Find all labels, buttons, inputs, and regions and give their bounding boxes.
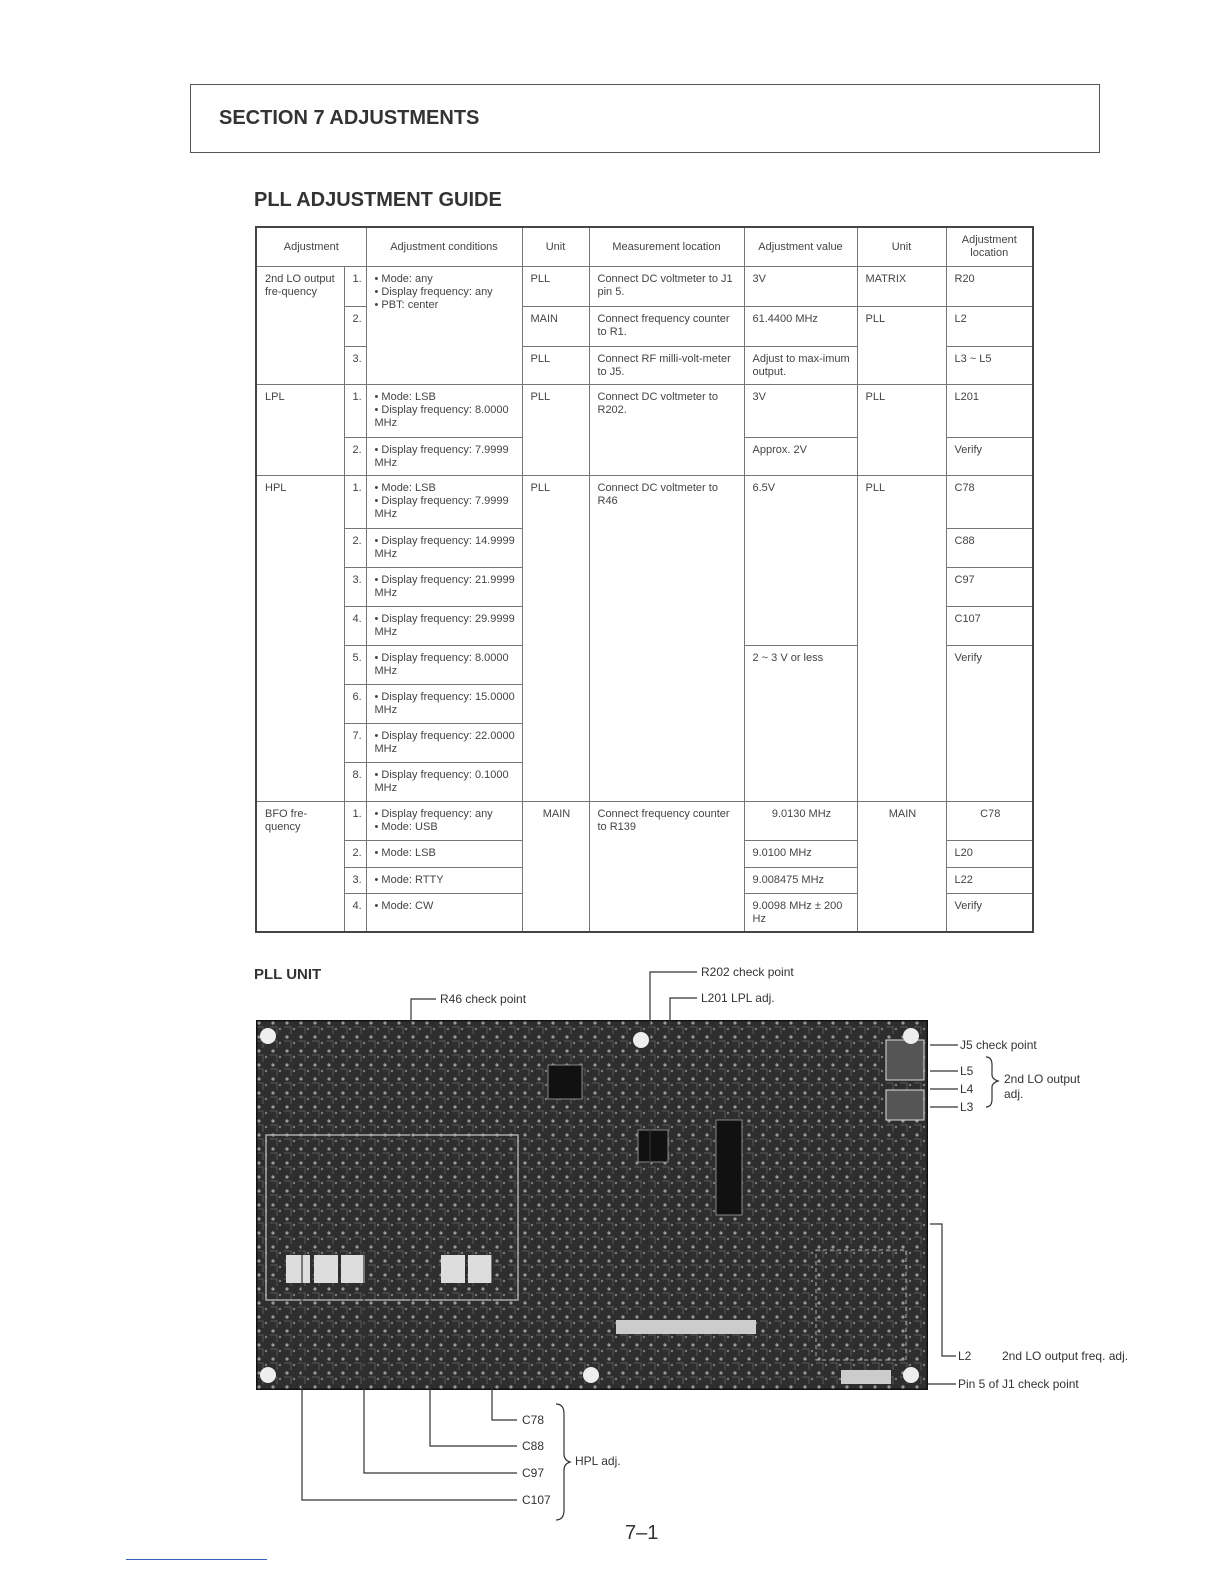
value-cell: 6.5V xyxy=(744,476,857,646)
pll-unit-title: PLL UNIT xyxy=(254,966,322,983)
step-number: 1. xyxy=(344,476,366,529)
footer-rule xyxy=(126,1559,267,1560)
l4-label: L4 xyxy=(960,1082,974,1096)
value-cell: Approx. 2V xyxy=(744,438,857,476)
location-cell: L20 xyxy=(946,841,1033,868)
step-number: 6. xyxy=(344,685,366,724)
c78-label: C78 xyxy=(522,1413,545,1427)
condition-line: • Display frequency: 14.9999 MHz xyxy=(374,535,515,560)
measurement-cell: Connect DC voltmeter to R46 xyxy=(589,476,744,802)
header-unit-2: Unit xyxy=(857,227,946,267)
condition-line: • Display frequency: 29.9999 MHz xyxy=(374,613,515,638)
location-cell: L22 xyxy=(946,868,1033,894)
condition-line: • Display frequency: 22.0000 MHz xyxy=(374,730,515,755)
condition-line: • Display frequency: 8.0000 MHz xyxy=(374,652,509,677)
l5-label: L5 xyxy=(960,1064,974,1078)
condition-line: • Display frequency: 15.0000 MHz xyxy=(374,691,515,716)
condition-line: • Display frequency: 21.9999 MHz xyxy=(374,574,515,599)
step-number: 2. xyxy=(344,841,366,868)
condition-line: • Mode: LSB xyxy=(374,847,436,859)
unit-cell: PLL xyxy=(522,267,589,307)
l201-label: L201 LPL adj. xyxy=(701,991,775,1005)
hpl-adj-label: HPL adj. xyxy=(575,1454,621,1468)
location-cell: Verify xyxy=(946,894,1033,932)
location-cell: R20 xyxy=(946,267,1033,307)
value-cell: 9.0130 MHz xyxy=(744,802,857,841)
c97-label: C97 xyxy=(522,1466,545,1480)
unit-cell: PLL xyxy=(522,476,589,802)
header-measurement: Measurement location xyxy=(589,227,744,267)
step-number: 4. xyxy=(344,894,366,932)
l3-label: L3 xyxy=(960,1100,974,1114)
step-number: 1. xyxy=(344,267,366,307)
value-cell: 9.0100 MHz xyxy=(744,841,857,868)
condition-line: • Display frequency: 8.0000 MHz xyxy=(374,404,509,429)
location-cell: Verify xyxy=(946,646,1033,802)
unit-cell: MAIN xyxy=(522,307,589,347)
condition-line: • Mode: LSB xyxy=(374,482,436,494)
value-cell: 3V xyxy=(744,267,857,307)
r46-label: R46 check point xyxy=(440,992,527,1006)
unit2-cell: PLL xyxy=(857,307,946,385)
step-number: 2. xyxy=(344,438,366,476)
r202-label: R202 check point xyxy=(701,965,794,979)
step-number: 8. xyxy=(344,763,366,802)
location-cell: C97 xyxy=(946,568,1033,607)
condition-line: • Display frequency: 7.9999 MHz xyxy=(374,495,509,520)
condition-line: • Mode: USB xyxy=(374,821,438,833)
value-cell: 9.008475 MHz xyxy=(744,868,857,894)
step-number: 3. xyxy=(344,347,366,385)
pin5-label: Pin 5 of J1 check point xyxy=(958,1377,1079,1391)
location-cell: C78 xyxy=(946,476,1033,529)
measurement-cell: Connect RF milli-volt-meter to J5. xyxy=(589,347,744,385)
value-cell: 61.4400 MHz xyxy=(744,307,857,347)
value-cell: 9.0098 MHz ± 200 Hz xyxy=(744,894,857,932)
location-cell: L2 xyxy=(946,307,1033,347)
value-cell: Adjust to max-imum output. xyxy=(744,347,857,385)
header-unit: Unit xyxy=(522,227,589,267)
guide-title: PLL ADJUSTMENT GUIDE xyxy=(254,189,502,211)
condition-line: • Mode: any xyxy=(374,273,433,285)
measurement-cell: Connect DC voltmeter to R202. xyxy=(589,385,744,476)
header-conditions: Adjustment conditions xyxy=(366,227,522,267)
condition-line: • Display frequency: any xyxy=(374,808,493,820)
location-cell: C88 xyxy=(946,529,1033,568)
page-number: 7–1 xyxy=(625,1522,659,1544)
j5-label: J5 check point xyxy=(960,1038,1037,1052)
condition-line: • Display frequency: 7.9999 MHz xyxy=(374,444,509,469)
unit2-cell: PLL xyxy=(857,385,946,476)
c88-label: C88 xyxy=(522,1439,545,1453)
unit-cell: MAIN xyxy=(522,802,589,932)
adjustment-name: HPL xyxy=(256,476,344,802)
measurement-cell: Connect frequency counter to R1. xyxy=(589,307,744,347)
c107-label: C107 xyxy=(522,1493,551,1507)
location-cell: C107 xyxy=(946,607,1033,646)
location-cell: L3 ~ L5 xyxy=(946,347,1033,385)
condition-line: • Mode: CW xyxy=(374,900,434,912)
measurement-cell: Connect frequency counter to R139 xyxy=(589,802,744,932)
condition-line: • Mode: LSB xyxy=(374,391,436,403)
condition-line: • PBT: center xyxy=(374,299,439,311)
header-value: Adjustment value xyxy=(744,227,857,267)
value-cell: 2 ~ 3 V or less xyxy=(744,646,857,802)
step-number: 5. xyxy=(344,646,366,685)
adjustment-name: LPL xyxy=(256,385,344,476)
measurement-cell: Connect DC voltmeter to J1 pin 5. xyxy=(589,267,744,307)
step-number: 1. xyxy=(344,385,366,438)
lo-adj-label: 2nd LO output adj. xyxy=(1004,1072,1081,1101)
location-cell: C78 xyxy=(946,802,1033,841)
step-number: 2. xyxy=(344,307,366,347)
value-cell: 3V xyxy=(744,385,857,438)
step-number: 4. xyxy=(344,607,366,646)
unit-cell: PLL xyxy=(522,347,589,385)
unit-cell: PLL xyxy=(522,385,589,476)
condition-line: • Display frequency: any xyxy=(374,286,493,298)
l2-label: L2 xyxy=(958,1349,972,1363)
step-number: 1. xyxy=(344,802,366,841)
condition-line: • Mode: RTTY xyxy=(374,874,444,886)
adjustment-name: 2nd LO output fre-quency xyxy=(256,267,344,385)
step-number: 3. xyxy=(344,568,366,607)
unit2-cell: MATRIX xyxy=(857,267,946,307)
l2-desc-label: 2nd LO output freq. adj. xyxy=(1002,1349,1129,1363)
step-number: 3. xyxy=(344,868,366,894)
step-number: 7. xyxy=(344,724,366,763)
header-location: Adjustment location xyxy=(946,227,1033,267)
condition-line: • Display frequency: 0.1000 MHz xyxy=(374,769,509,794)
adjustment-name: BFO fre-quency xyxy=(256,802,344,932)
step-number: 2. xyxy=(344,529,366,568)
section-title: SECTION 7 ADJUSTMENTS xyxy=(219,107,480,129)
unit2-cell: MAIN xyxy=(857,802,946,932)
location-cell: L201 xyxy=(946,385,1033,438)
unit2-cell: PLL xyxy=(857,476,946,802)
header-adjustment: Adjustment xyxy=(256,227,366,267)
location-cell: Verify xyxy=(946,438,1033,476)
